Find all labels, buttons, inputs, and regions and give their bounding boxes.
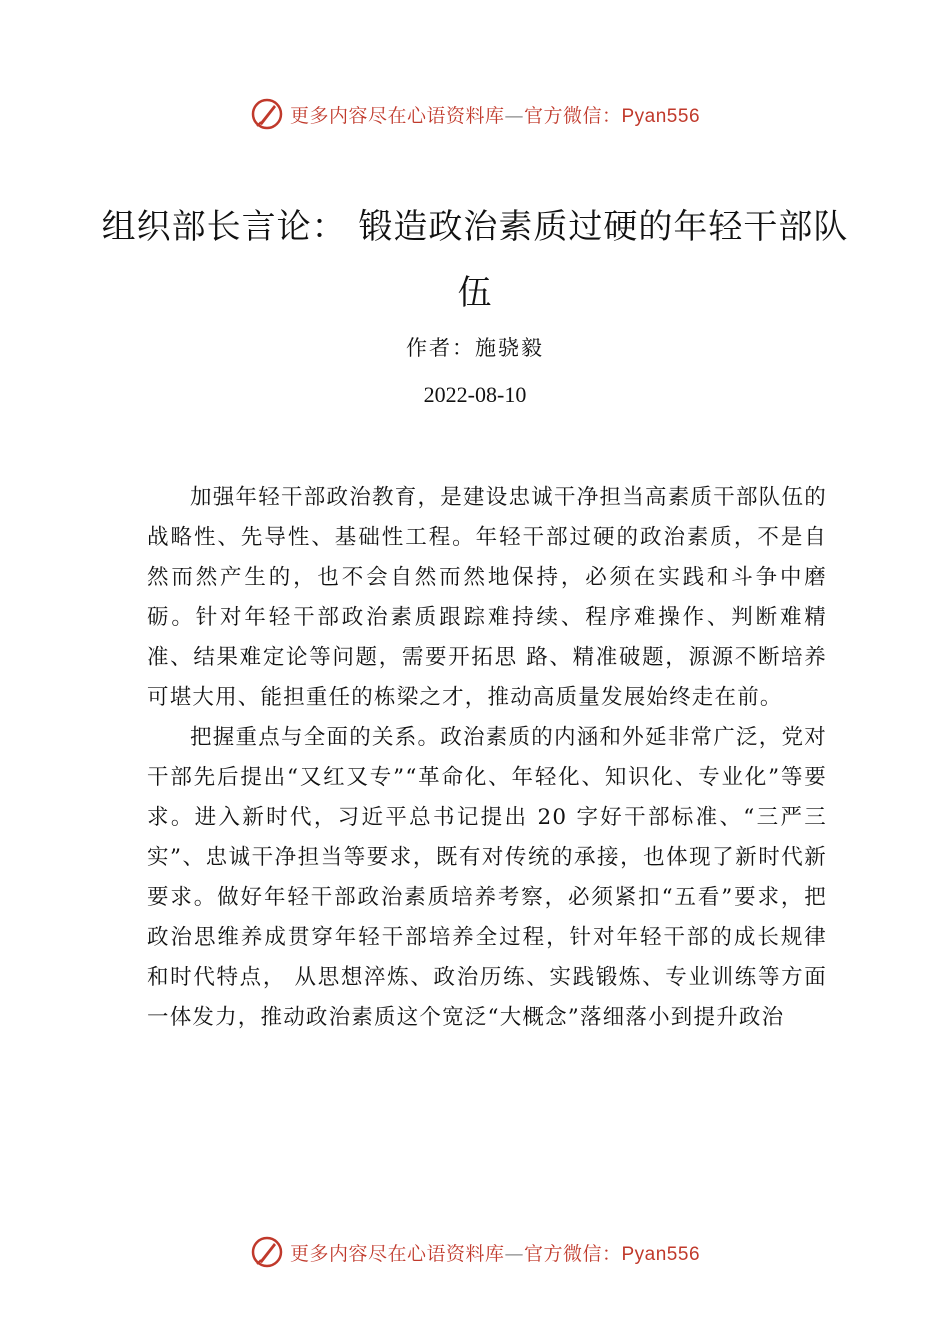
watermark-footer [0,1232,950,1272]
article-title: 组织部长言论： 锻造政治素质过硬的年轻干部队伍 [101,207,849,313]
watermark-text: 更多内容尽在心语资料库—官方微信：Pyan556 [289,104,701,127]
watermark-text: 更多内容尽在心语资料库—官方微信：Pyan556 [289,1242,701,1265]
quill-logo-icon [250,97,284,131]
watermark-header [0,94,950,134]
quill-logo-icon [250,1235,284,1269]
article-author: 作者：施骁毅 [406,336,544,360]
article-body [147,478,827,1038]
paragraph: 把握重点与全面的关系。政治素质的内涵和外延非常广泛，党对干部先后提出“又红又专”“革命化、年轻化、知识化、专业化”等要求。进入新时代，习近平总书记提出 20 字好干部标准、“三严三实”、忠诚干净担当等要求，既有对传统的承接，也体现了新时代新要求。做好年轻干部政治素质培养考察，必须紧扣“五看”要求，把政治思维养成贯穿年轻干部培养全过程，针对年轻干部的成长规律和时代特点， 从思想淬炼、政治历练、实践锻炼、专业训练等方面一体发力，推动政治素质这个宽泛“大概念”落细落小到提升政治 [147,725,827,1030]
article-date: 2022-08-10 [423,382,527,407]
paragraph: 加强年轻干部政治教育，是建设忠诚干净担当高素质干部队伍的战略性、先导性、基础性工程。年轻干部过硬的政治素质，不是自然而然产生的，也不会自然而然地保持，必须在实践和斗争中磨砺。针对年轻干部政治素质跟踪难持续、程序难操作、判断难精准、结果难定论等问题，需要开拓思 路、精准破题，源源不断培养可堪大用、能担重任的栋梁之才，推动高质量发展始终走在前。 [147,485,827,710]
